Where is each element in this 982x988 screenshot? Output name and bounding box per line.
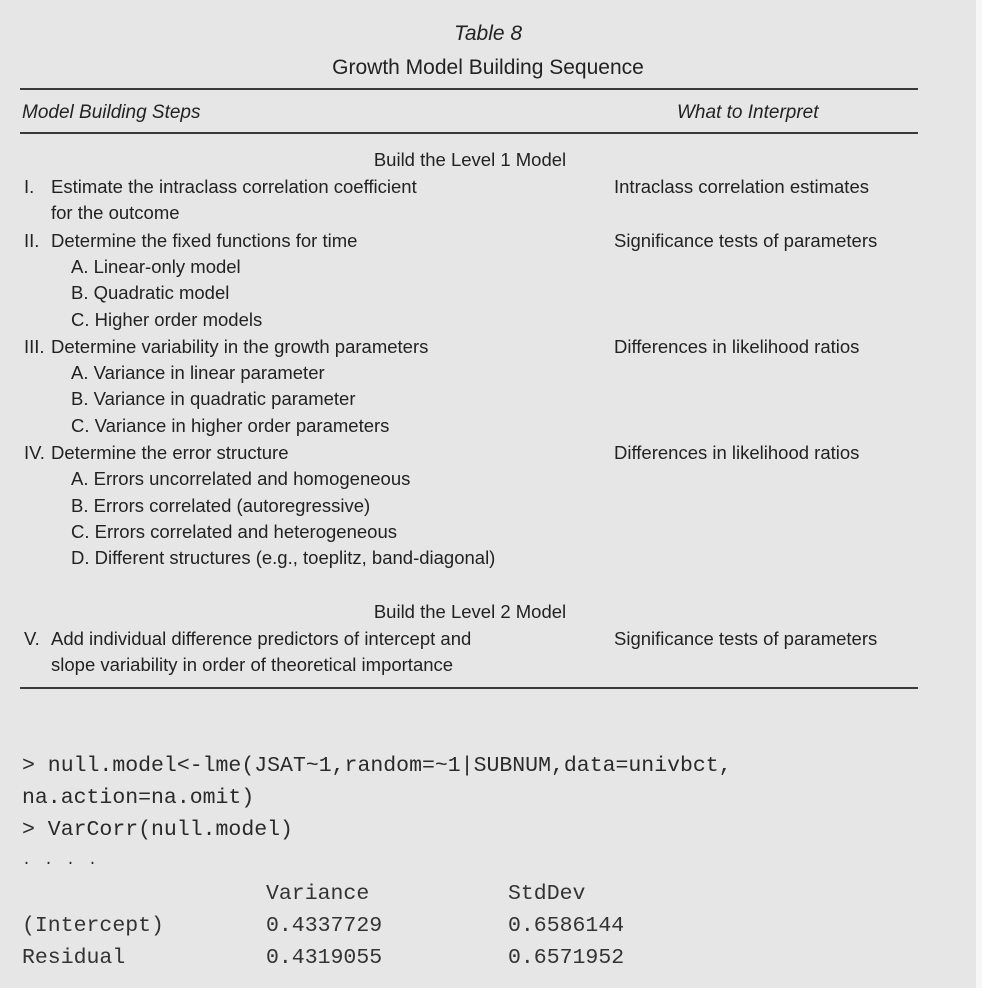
step-text: Determine variability in the growth parameters <box>51 336 429 357</box>
section-heading-level-2: Build the Level 2 Model <box>373 601 567 622</box>
step-numeral: IV. <box>24 442 45 463</box>
substep: A. Variance in linear parameter <box>71 362 325 383</box>
output-cell-stddev: 0.6586144 <box>508 914 625 938</box>
substep: A. Linear-only model <box>71 256 241 277</box>
step-numeral: III. <box>24 336 45 357</box>
code-line: na.action=na.omit) <box>22 786 255 810</box>
step-text: for the outcome <box>51 202 180 223</box>
output-header-variance: Variance <box>266 882 370 906</box>
step-text: Estimate the intraclass correlation coefficient <box>51 176 417 197</box>
interpret-text: Intraclass correlation estimates <box>614 176 869 197</box>
step-text: Determine the error structure <box>51 442 289 463</box>
page-edge <box>976 0 982 988</box>
code-line: > VarCorr(null.model) <box>22 818 293 842</box>
step-text: Add individual difference predictors of intercept and <box>51 628 472 649</box>
top-rule <box>20 88 918 90</box>
substep: C. Errors correlated and heterogeneous <box>71 521 397 542</box>
output-row-label: (Intercept) <box>22 914 164 938</box>
interpret-text: Significance tests of parameters <box>614 230 878 251</box>
output-header-stddev: StdDev <box>508 882 586 906</box>
output-row-label: Residual <box>22 946 126 970</box>
substep: B. Variance in quadratic parameter <box>71 388 356 409</box>
substep: C. Variance in higher order parameters <box>71 415 390 436</box>
code-ellipsis: . . . . <box>22 852 100 869</box>
substep: B. Quadratic model <box>71 282 230 303</box>
step-text: slope variability in order of theoretical importance <box>51 654 454 675</box>
output-cell-variance: 0.4319055 <box>266 946 383 970</box>
interpret-text: Differences in likelihood ratios <box>614 336 860 357</box>
column-header-interpret: What to Interpret <box>677 102 819 123</box>
header-rule <box>20 132 918 134</box>
table-title: Growth Model Building Sequence <box>332 56 644 79</box>
interpret-text: Differences in likelihood ratios <box>614 442 860 463</box>
output-cell-variance: 0.4337729 <box>266 914 383 938</box>
code-line: > null.model<-lme(JSAT~1,random=~1|SUBNUM,data=univbct, <box>22 754 732 778</box>
step-numeral: V. <box>24 628 40 649</box>
output-cell-stddev: 0.6571952 <box>508 946 625 970</box>
step-numeral: I. <box>24 176 35 197</box>
interpret-text: Significance tests of parameters <box>614 628 878 649</box>
section-heading-level-1: Build the Level 1 Model <box>373 149 567 170</box>
substep: D. Different structures (e.g., toeplitz, band-diagonal) <box>71 547 496 568</box>
table-number: Table 8 <box>453 22 523 45</box>
substep: B. Errors correlated (autoregressive) <box>71 495 371 516</box>
substep: C. Higher order models <box>71 309 263 330</box>
substep: A. Errors uncorrelated and homogeneous <box>71 468 411 489</box>
bottom-rule <box>20 687 918 689</box>
step-text: Determine the fixed functions for time <box>51 230 358 251</box>
step-numeral: II. <box>24 230 40 251</box>
column-header-steps: Model Building Steps <box>22 102 201 123</box>
